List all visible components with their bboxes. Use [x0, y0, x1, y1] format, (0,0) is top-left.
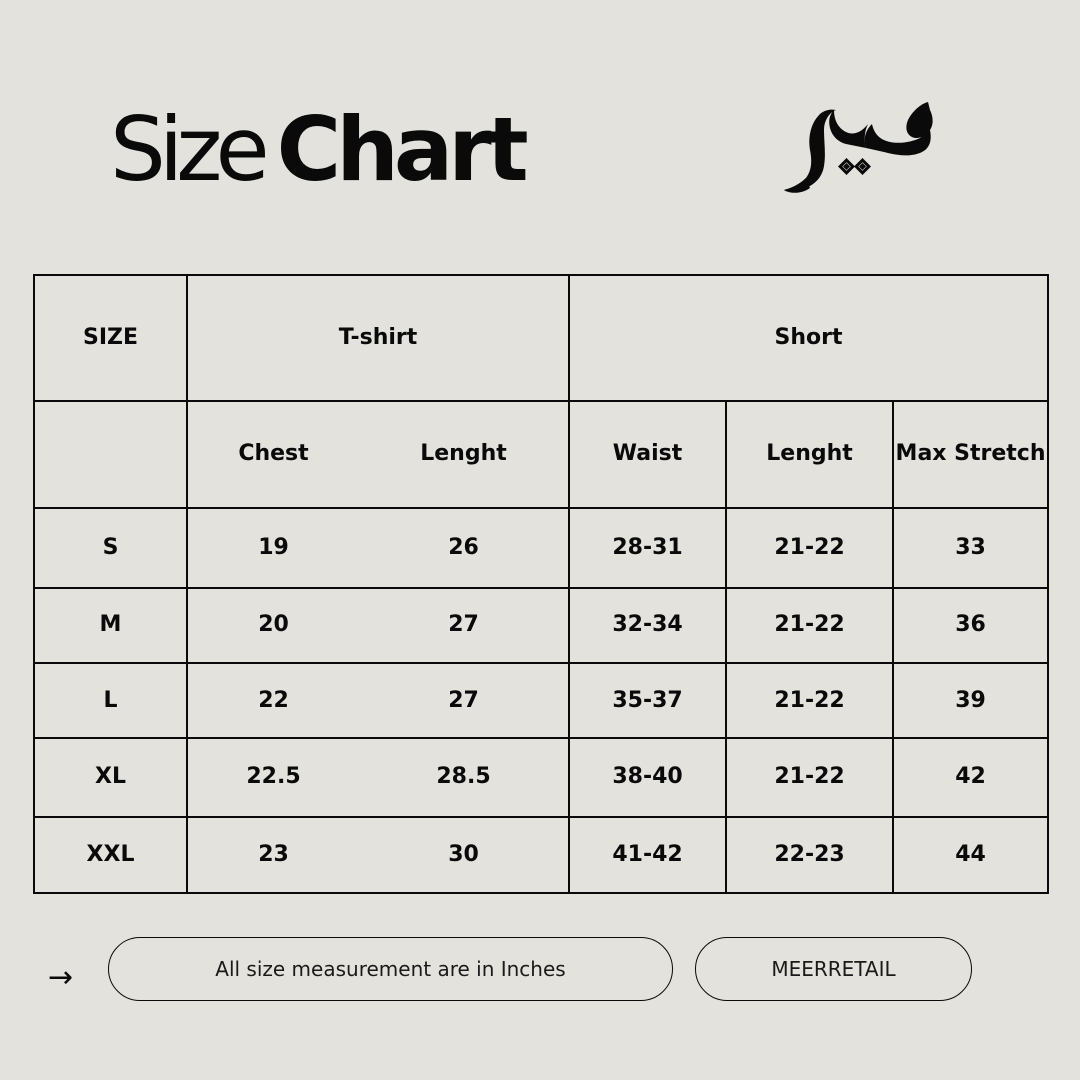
title-size-word: Size [110, 98, 263, 201]
tshirt-group-header: T-shirt [187, 275, 569, 401]
table-row [34, 588, 1048, 663]
size-chart-table [33, 274, 1049, 894]
max-stretch-column-header: Max Stretch [893, 401, 1048, 509]
measurement-note-text: All size measurement are in Inches [215, 957, 566, 981]
page-title [110, 100, 524, 200]
chest-column-header: Chest [187, 401, 359, 509]
short-length-cell: 22-23 [726, 817, 893, 893]
size-cell: XXL [34, 817, 187, 893]
max-stretch-cell: 36 [893, 588, 1048, 663]
short-length-cell: 21-22 [726, 588, 893, 663]
chest-cell: 23 [187, 817, 359, 893]
waist-cell: 32-34 [569, 588, 726, 663]
size-cell: L [34, 663, 187, 738]
table-subheader-row [34, 401, 1048, 509]
short-length-column-header: Lenght [726, 401, 893, 509]
tshirt-length-column-header: Lenght [359, 401, 569, 509]
short-group-header: Short [569, 275, 1048, 401]
short-length-cell: 21-22 [726, 663, 893, 738]
table-row [34, 738, 1048, 816]
waist-cell: 28-31 [569, 508, 726, 587]
tshirt-length-cell: 27 [359, 588, 569, 663]
table-row [34, 508, 1048, 587]
max-stretch-cell: 39 [893, 663, 1048, 738]
chest-cell: 20 [187, 588, 359, 663]
size-cell: S [34, 508, 187, 587]
tshirt-length-cell: 27 [359, 663, 569, 738]
waist-cell: 38-40 [569, 738, 726, 816]
max-stretch-cell: 33 [893, 508, 1048, 587]
waist-cell: 35-37 [569, 663, 726, 738]
empty-subheader-cell [34, 401, 187, 509]
chest-cell: 19 [187, 508, 359, 587]
table-row [34, 817, 1048, 893]
tshirt-length-cell: 26 [359, 508, 569, 587]
waist-cell: 41-42 [569, 817, 726, 893]
brand-badge [695, 937, 972, 1001]
table-header-row [34, 275, 1048, 401]
short-length-cell: 21-22 [726, 738, 893, 816]
title-chart-word: Chart [276, 98, 524, 201]
waist-column-header: Waist [569, 401, 726, 509]
brand-name-text: MEERRETAIL [771, 957, 896, 981]
tshirt-length-cell: 30 [359, 817, 569, 893]
brand-logo [780, 90, 950, 205]
size-column-header: SIZE [34, 275, 187, 401]
chest-cell: 22 [187, 663, 359, 738]
max-stretch-cell: 42 [893, 738, 1048, 816]
short-length-cell: 21-22 [726, 508, 893, 587]
arrow-right-icon: → [48, 960, 74, 995]
size-cell: XL [34, 738, 187, 816]
tshirt-length-cell: 28.5 [359, 738, 569, 816]
chest-cell: 22.5 [187, 738, 359, 816]
table-row [34, 663, 1048, 738]
size-cell: M [34, 588, 187, 663]
max-stretch-cell: 44 [893, 817, 1048, 893]
measurement-note [108, 937, 673, 1001]
